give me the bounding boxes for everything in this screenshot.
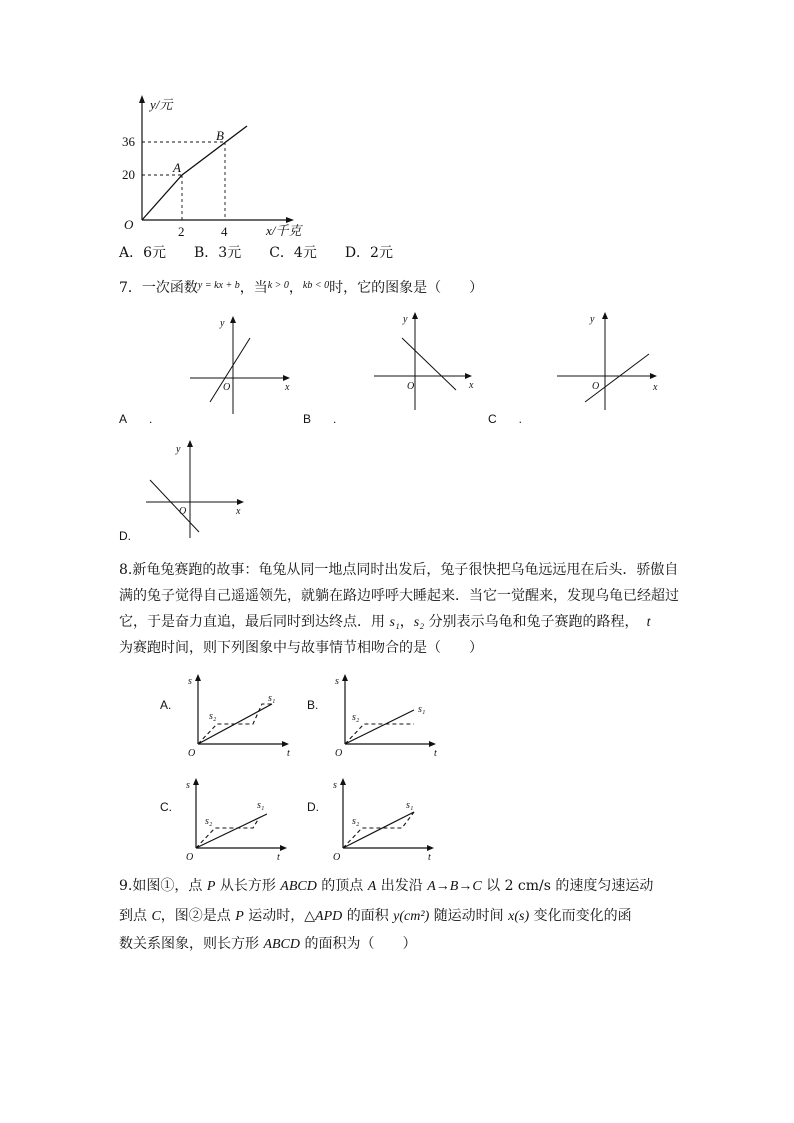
q7-c-origin: O	[592, 381, 600, 392]
q8-c-s2-label: s₂	[205, 816, 213, 827]
q7-option-a-letter: A	[119, 412, 128, 426]
q7-d-origin: O	[179, 506, 187, 517]
q8-line-3-b: 分别表示乌龟和兔子赛跑的路程，	[428, 614, 639, 630]
q7-mid-1: ，当	[239, 280, 268, 296]
q6-origin: O	[124, 217, 134, 232]
q7-option-b-letter: B	[303, 412, 312, 426]
q9-l1-a: 9.如图①，点	[119, 878, 203, 894]
q8-option-c[interactable]: C.	[160, 800, 172, 814]
q7-b-x: x	[469, 380, 474, 391]
q9-p: P	[206, 879, 216, 894]
q8-s1: s₁	[389, 615, 400, 630]
q7-stem-suffix: 时，它的图象是（ ）	[329, 280, 484, 296]
q8-graph-d	[330, 778, 440, 863]
q6-ytick-36: 36	[122, 134, 135, 149]
q8-line-2: 满的兔子觉得自己遥遥领先，就躺在路边呼呼大睡起来．当它一觉醒来，发现乌龟已经超过	[119, 588, 679, 604]
q7-option-a[interactable]	[119, 412, 152, 426]
q6-ytick-20: 20	[122, 167, 135, 182]
q7-option-b[interactable]	[303, 412, 336, 426]
q7-graph-d	[144, 440, 254, 540]
q8-a-s2-label: s₂	[209, 711, 217, 722]
q7-formula-2: k > 0	[267, 280, 289, 291]
q9-l1-e: 以 2 cm/s 的速度匀速运动	[486, 878, 654, 894]
q7-d-y: y	[176, 444, 181, 455]
q9-l2-b: ，图②是点	[160, 908, 231, 924]
q8-line-3	[119, 612, 650, 633]
q7-formula-3: kb < 0	[302, 280, 330, 291]
q9-l3-b: 的面积为（ ）	[304, 936, 417, 952]
q7-a-origin: O	[223, 382, 231, 393]
q8-graph-a	[185, 674, 295, 759]
q8-d-origin: O	[333, 852, 341, 863]
q9-l2-c: 运动时，△	[248, 908, 316, 924]
q7-c-line	[585, 354, 649, 402]
q6-price-line	[142, 126, 247, 220]
q8-t: t	[646, 615, 651, 630]
q8-line-3-comma: ，	[399, 614, 414, 630]
q8-b-origin: O	[335, 748, 343, 759]
q9-l1-c: 的顶点	[321, 878, 364, 894]
q8-graph-b	[332, 674, 442, 759]
q9-l1-d: 出发沿	[380, 878, 423, 894]
q9-a: A	[367, 879, 377, 894]
q6-price-graph	[110, 95, 330, 245]
q9-l2-a: 到点	[119, 908, 147, 924]
q8-a-s: s	[188, 676, 192, 687]
q7-formula-1: y = kx + b	[197, 280, 240, 291]
q8-b-s: s	[335, 676, 339, 687]
q8-s2: s₂	[413, 615, 425, 630]
q7-c-y: y	[590, 314, 595, 325]
q6-point-b: B	[216, 128, 224, 143]
q9-l1-b: 从长方形	[219, 878, 276, 894]
q7-d-x: x	[236, 506, 241, 517]
q6-xtick-2: 2	[178, 224, 185, 239]
q8-c-s: s	[186, 780, 190, 791]
q8-d-s2-label: s₂	[352, 816, 360, 827]
q8-b-t: t	[434, 748, 437, 759]
q7-option-d-dot: .	[127, 529, 132, 543]
q8-option-b[interactable]: B.	[307, 698, 319, 712]
q8-option-d[interactable]: D.	[307, 800, 319, 814]
q8-line-1: 8.新龟兔赛跑的故事：龟兔从同一地点同时出发后，兔子很快把乌龟远远甩在后头．骄傲自	[119, 562, 679, 578]
q8-a-t: t	[287, 748, 290, 759]
q7-stem	[119, 276, 483, 298]
q8-line-3-a: 它，于是奋力直追，最后同时到达终点．用	[119, 614, 385, 630]
q7-a-y: y	[220, 318, 225, 329]
q8-graph-c	[183, 778, 293, 863]
q7-a-x: x	[285, 382, 290, 393]
q9-line-1	[119, 876, 653, 897]
q7-graph-b	[372, 312, 482, 412]
q9-path: A→B→C	[427, 879, 482, 894]
q7-graph-a	[190, 316, 300, 416]
q7-option-b-dot: .	[333, 412, 337, 426]
q9-abcd-2: ABCD	[263, 937, 301, 952]
q6-x-label: x/千克	[266, 223, 302, 238]
q9-apd: APD	[315, 909, 343, 924]
q7-option-c-dot: .	[518, 412, 523, 426]
q9-x-unit: x(s)	[508, 909, 530, 924]
q9-l2-d: 的面积	[346, 908, 389, 924]
q9-c: C	[151, 909, 161, 924]
q6-options: A．6元 B．3元 C．4元 D．2元	[119, 245, 393, 261]
q7-mid-2: ，	[288, 280, 303, 296]
q8-d-s1-label: s₁	[406, 800, 414, 811]
q8-c-s1-label: s₁	[257, 800, 265, 811]
q7-option-d-letter: D	[119, 529, 128, 543]
q7-d-line	[150, 480, 199, 532]
q9-line-2	[119, 906, 632, 927]
q8-b-s2-label: s₂	[352, 712, 360, 723]
q8-line-4: 为赛跑时间，则下列图象中与故事情节相吻合的是（ ）	[119, 640, 483, 656]
q7-option-c[interactable]	[488, 412, 522, 426]
q7-b-y: y	[403, 314, 408, 325]
q6-y-label: y/元	[150, 97, 173, 112]
q6-xtick-4: 4	[221, 224, 228, 239]
q7-stem-prefix: 7．一次函数	[119, 280, 198, 296]
q9-y-unit: y(cm²)	[393, 909, 430, 924]
q7-c-x: x	[653, 382, 658, 393]
q8-d-s: s	[333, 780, 337, 791]
q9-abcd: ABCD	[280, 879, 317, 894]
q9-l2-f: 变化而变化的函	[533, 908, 632, 924]
q9-line-3	[119, 934, 416, 955]
q7-option-d[interactable]	[119, 529, 131, 543]
q8-d-t: t	[428, 852, 431, 863]
q7-option-a-dot: .	[149, 412, 153, 426]
q9-p2: P	[235, 909, 244, 924]
q7-b-origin: O	[407, 381, 415, 392]
q7-graph-c	[555, 312, 665, 412]
q6-point-a: A	[173, 160, 181, 175]
q8-b-s1-label: s₁	[418, 704, 426, 715]
q8-c-origin: O	[186, 852, 194, 863]
q8-option-a[interactable]: A.	[160, 698, 172, 712]
q8-c-t: t	[277, 852, 280, 863]
q7-option-c-letter: C	[488, 412, 497, 426]
q9-l3-a: 数关系图象，则长方形	[119, 936, 259, 952]
q8-a-origin: O	[188, 748, 196, 759]
q9-l2-e: 随运动时间	[433, 908, 504, 924]
q6-y-arrow	[139, 95, 145, 103]
q8-a-s1-label: s₁	[268, 693, 276, 704]
